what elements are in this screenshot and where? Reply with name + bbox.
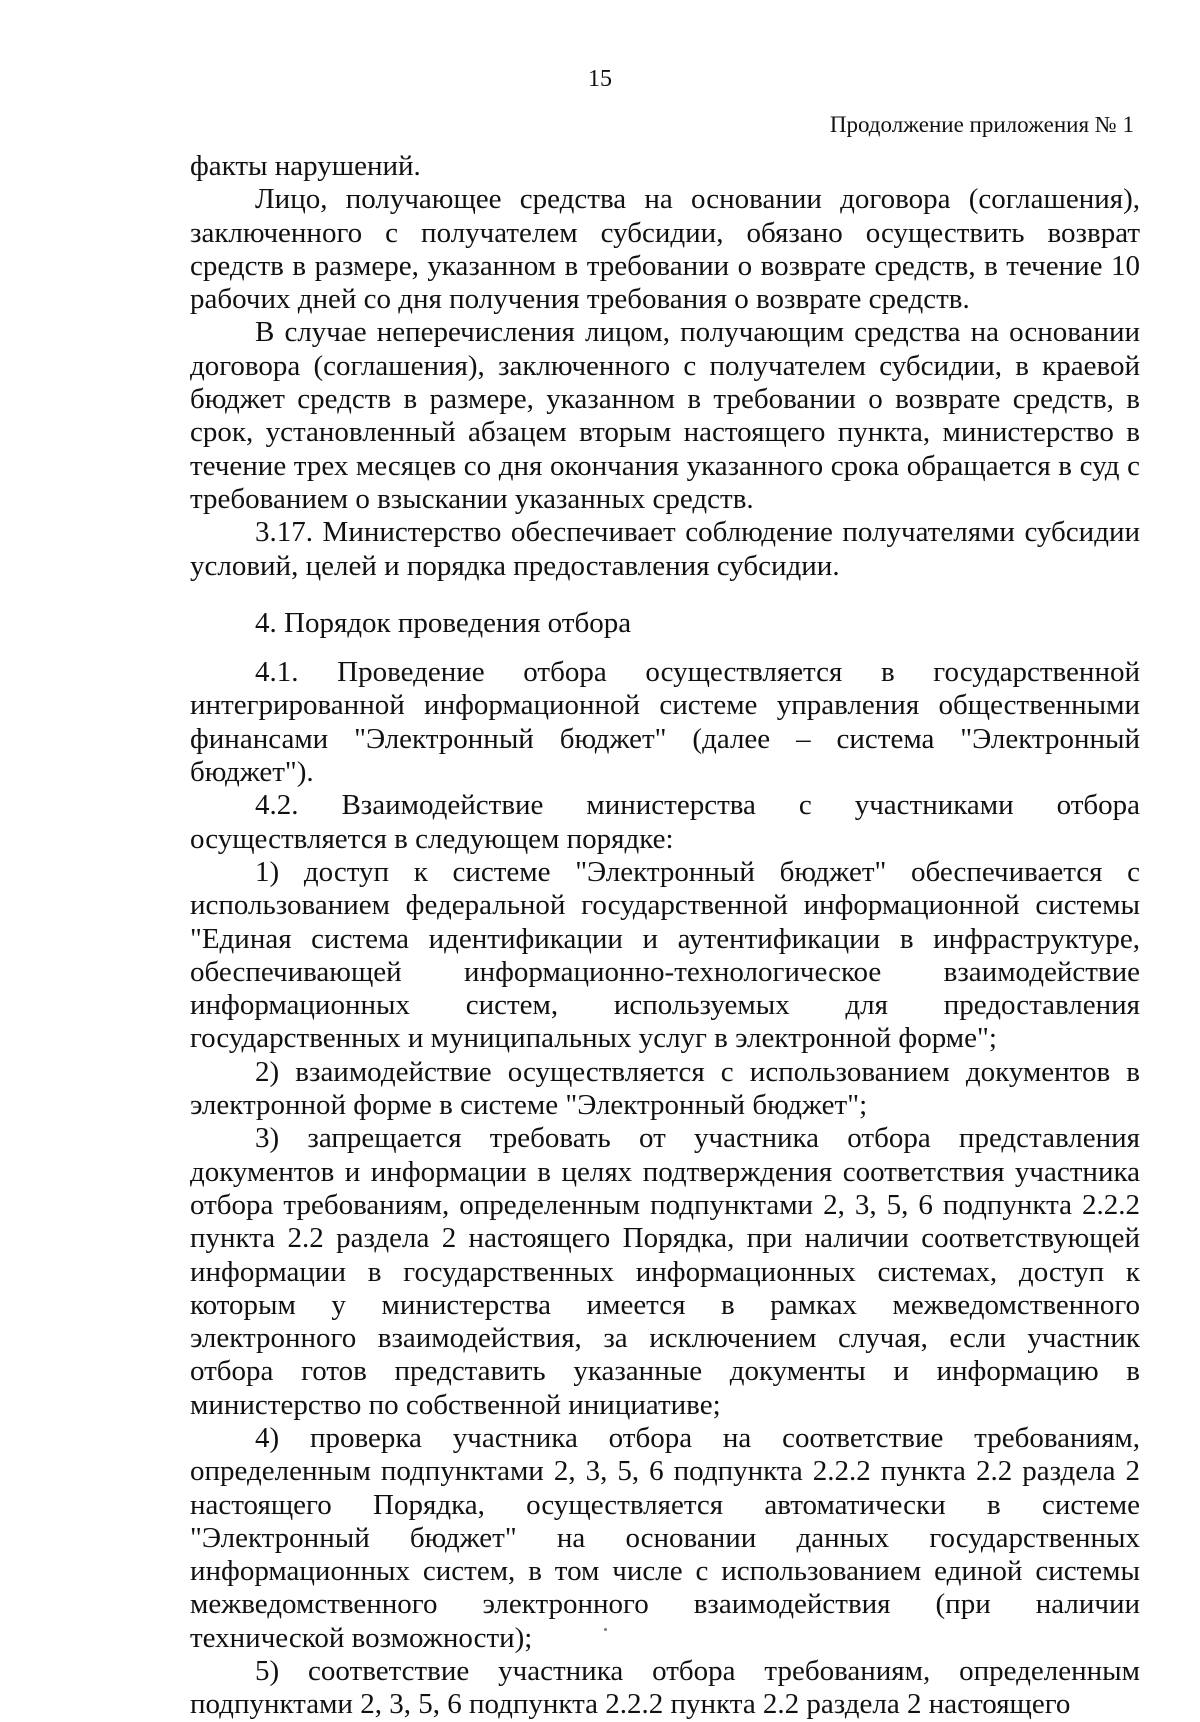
list-item: 1) доступ к системе "Электронный бюджет" обеспечивается с использованием федеральной государственной информационной системы "Единая система идентификации и аутентификации в инфраструктуре, обеспечивающей информационно-технологическое взаимодействие информационных систем, используемых для предоставления государственных и муниципальных услуг в электронной форме"; bbox=[190, 855, 1140, 1055]
paragraph: факты нарушений. bbox=[190, 150, 421, 182]
paragraph: В случае неперечисления лицом, получающим средства на основании договора (соглашения), заключенного с получателем субсидии, в краевой бюджет средств в размере, указанном в требовании о возврате средств, в срок, установленный абзацем вторым настоящего пункта, министерство в течение трех месяцев со дня окончания указанного срока обращается в суд с требованием о взыскании указанных средств. bbox=[190, 316, 1140, 515]
paragraph: 4.2. Взаимодействие министерства с участниками отбора осуществляется в следующем порядке: bbox=[190, 789, 1140, 855]
list-item: 2) взаимодействие осуществляется с использованием документов в электронной форме в системе "Электронный бюджет"; bbox=[190, 1055, 1140, 1122]
section-heading: 4. Порядок проведения отбора bbox=[255, 606, 632, 639]
list-item: 5) соответствие участника отбора требованиям, определенным подпунктами 2, 3, 5, 6 подпункта 2.2.2 пункта 2.2 раздела 2 настоящего bbox=[190, 1655, 1140, 1721]
paragraph: 3.17. Министерство обеспечивает соблюдение получателями субсидии условий, целей и порядка предоставления субсидии. bbox=[190, 516, 1140, 582]
continuation-note: Продолжение приложения № 1 bbox=[829, 112, 1134, 137]
list-item: 4) проверка участника отбора на соответствие требованиям, определенным подпунктами 2, 3, 5, 6 подпункта 2.2.2 пункта 2.2 раздела 2 настоящего Порядка, осуществляется автоматически в системе "Электронный бюджет" на основании данных государственных информационных систем, в том числе с использованием единой системы межведомственного электронного взаимодействия (при наличии технической возможности); bbox=[190, 1421, 1140, 1654]
scan-artifact-dot bbox=[604, 1628, 607, 1631]
paragraph: 4.1. Проведение отбора осуществляется в государственной интегрированной информационной системе управления общественными финансами "Электронный бюджет" (далее – система "Электронный бюджет"). bbox=[190, 656, 1140, 789]
document-body bbox=[190, 150, 1140, 1722]
paragraph: Лицо, получающее средства на основании договора (соглашения), заключенного с получателем субсидии, обязано осуществить возврат средств в размере, указанном в требовании о возврате средств, в течение 10 рабочих дней со дня получения требования о возврате средств. bbox=[190, 183, 1140, 316]
page-number: 15 bbox=[588, 66, 612, 92]
list-item: 3) запрещается требовать от участника отбора представления документов и информации в целях подтверждения соответствия участника отбора требованиям, определенным подпунктами 2, 3, 5, 6 подпункта 2.2.2 пункта 2.2 раздела 2 настоящего Порядка, при наличии соответствующей информации в государственных информационных системах, доступ к которым у министерства имеется в рамках межведомственного электронного взаимодействия, за исключением случая, если участник отбора готов представить указанные документы и информацию в министерство по собственной инициативе; bbox=[190, 1122, 1140, 1421]
